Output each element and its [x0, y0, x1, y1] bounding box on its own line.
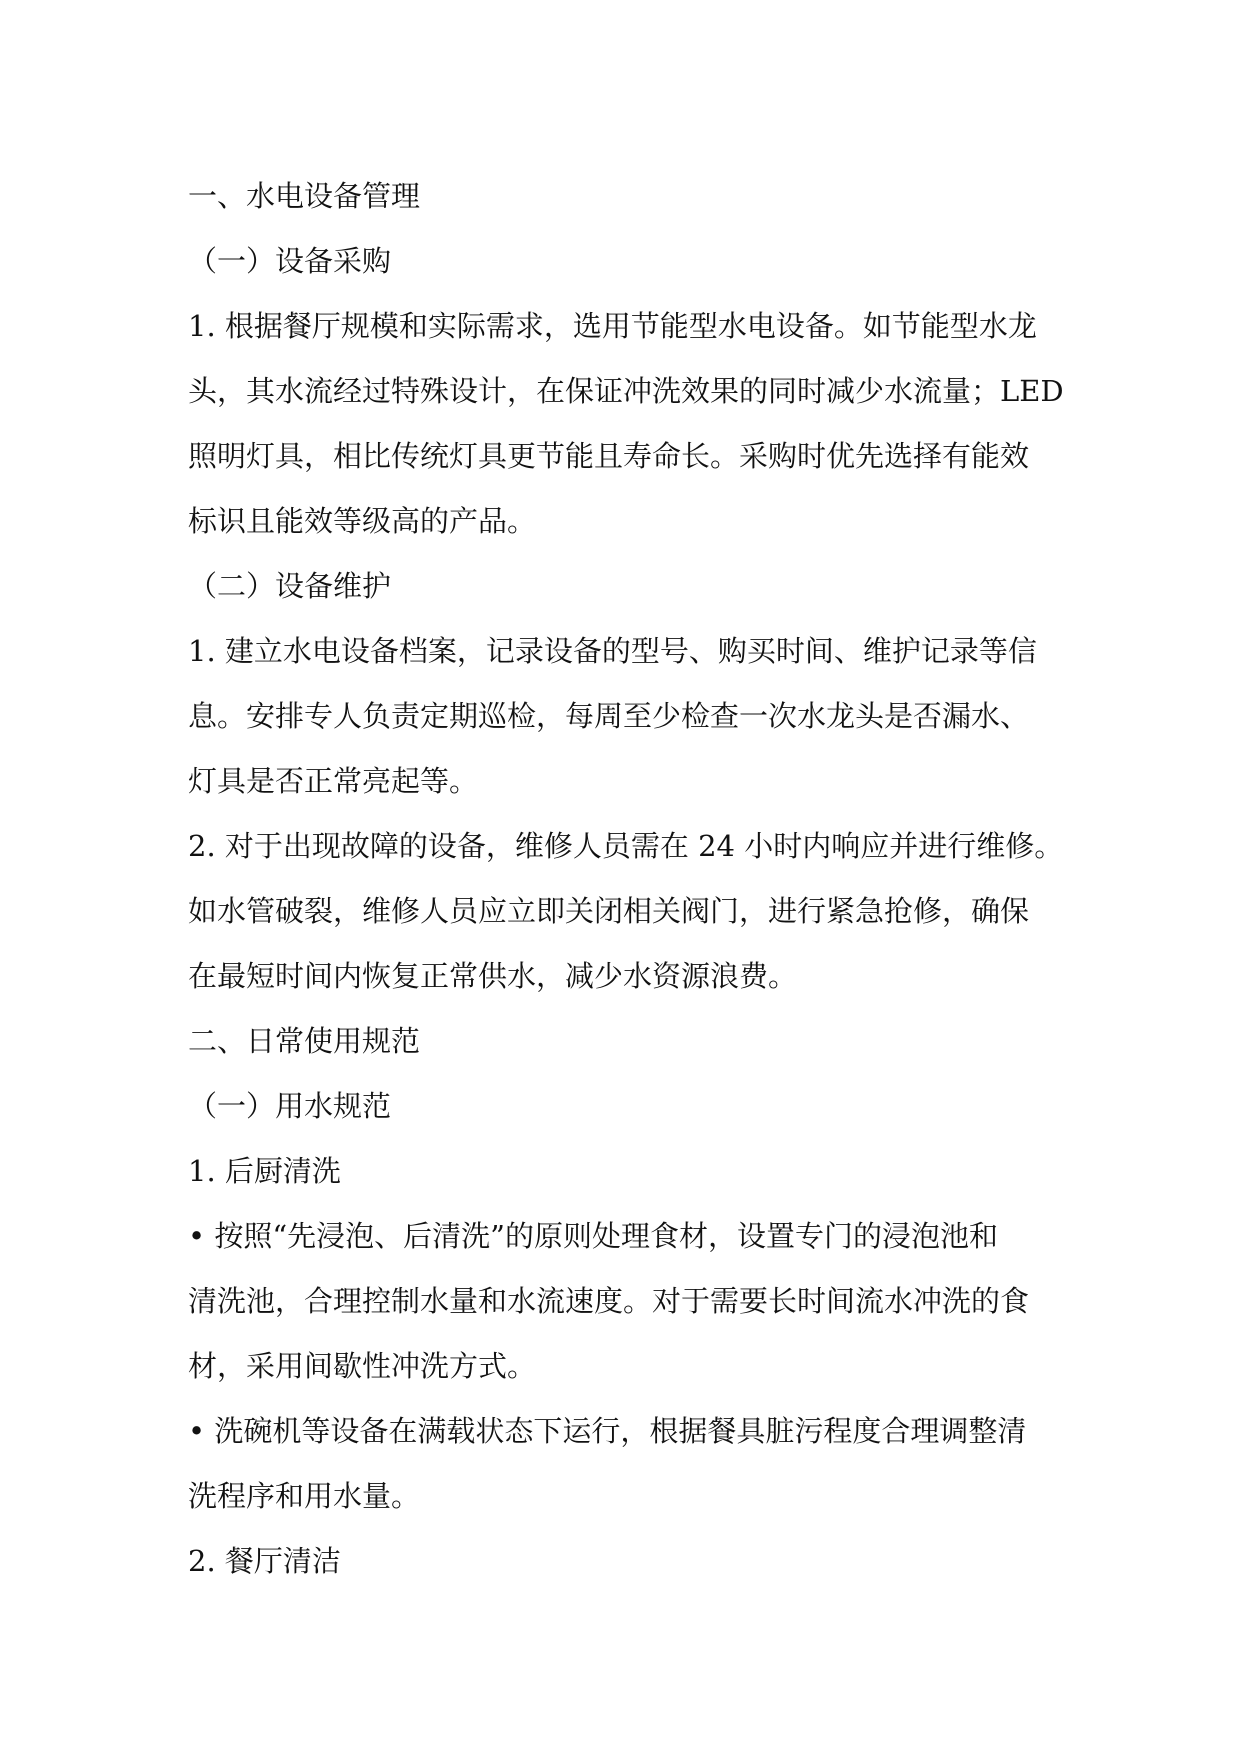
list-heading-kitchen-cleaning: 1. 后厨清洗: [188, 1154, 341, 1188]
list-heading-dining-cleaning: 2. 餐厅清洁: [188, 1544, 341, 1578]
subsection-heading-procurement: （一）设备采购: [188, 244, 392, 278]
section-heading-1: 一、水电设备管理: [188, 179, 421, 213]
paragraph-line: 照明灯具，相比传统灯具更节能且寿命长。采购时优先选择有能效: [188, 439, 1030, 473]
paragraph-line: 1. 建立水电设备档案，记录设备的型号、购买时间、维护记录等信: [188, 634, 1037, 668]
paragraph-line: 灯具是否正常亮起等。: [188, 764, 479, 798]
paragraph-line: 洗程序和用水量。: [188, 1479, 421, 1513]
paragraph-line: 息。安排专人负责定期巡检，每周至少检查一次水龙头是否漏水、: [188, 699, 1030, 733]
section-heading-2: 二、日常使用规范: [188, 1024, 421, 1058]
paragraph-line: 在最短时间内恢复正常供水，减少水资源浪费。: [188, 959, 798, 993]
paragraph-line: 如水管破裂，维修人员应立即关闭相关阀门，进行紧急抢修，确保: [188, 894, 1030, 928]
paragraph-line: 2. 对于出现故障的设备，维修人员需在 24 小时内响应并进行维修。: [188, 829, 1064, 863]
paragraph-line: 材，采用间歇性冲洗方式。: [188, 1349, 537, 1383]
document-body: [188, 164, 1068, 1594]
paragraph-line: 标识且能效等级高的产品。: [188, 504, 537, 538]
subsection-heading-maintenance: （二）设备维护: [188, 569, 392, 603]
paragraph-line: 清洗池，合理控制水量和水流速度。对于需要长时间流水冲洗的食: [188, 1284, 1030, 1318]
paragraph-line: 头，其水流经过特殊设计，在保证冲洗效果的同时减少水流量；LED: [188, 374, 1064, 408]
bullet-line: • 按照“先浸泡、后清洗”的原则处理食材，设置专门的浸泡池和: [188, 1219, 998, 1253]
bullet-line: • 洗碗机等设备在满载状态下运行，根据餐具脏污程度合理调整清: [188, 1414, 1027, 1448]
paragraph-line: 1. 根据餐厅规模和实际需求，选用节能型水电设备。如节能型水龙: [188, 309, 1037, 343]
subsection-heading-water-use: （一）用水规范: [188, 1089, 392, 1123]
